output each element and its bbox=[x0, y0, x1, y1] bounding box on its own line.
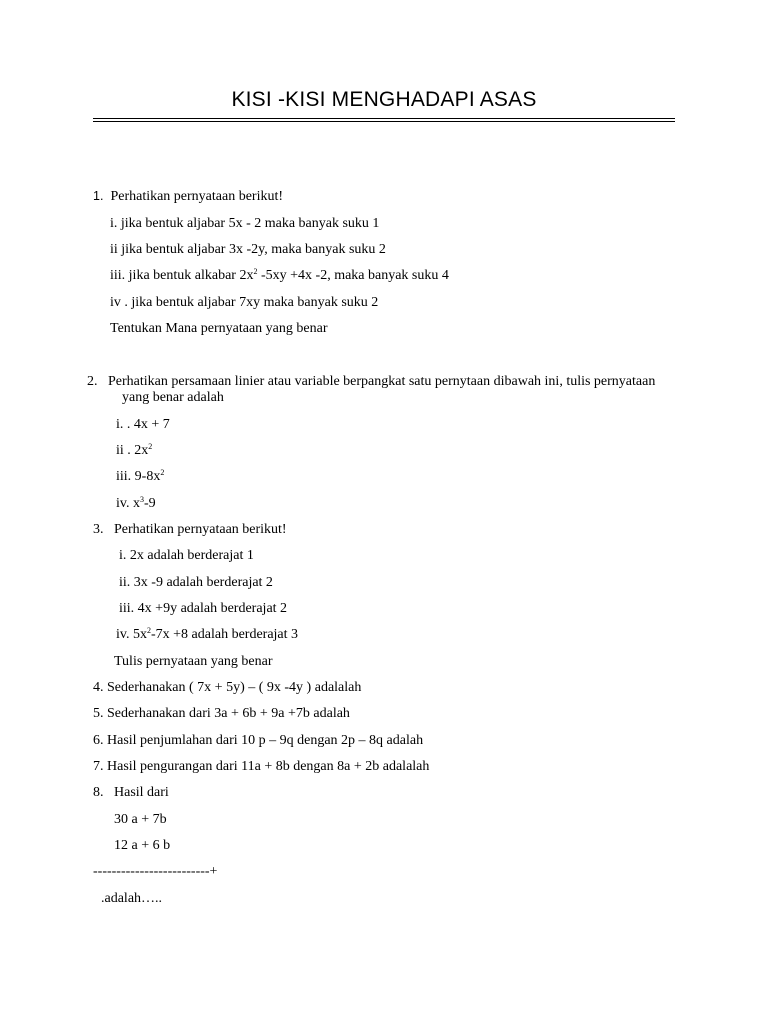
q3-number: 3. bbox=[93, 522, 104, 537]
q2-item-i: i. . 4x + 7 bbox=[116, 417, 170, 432]
q3-item-iv-text-b: -7x +8 adalah berderajat 3 bbox=[150, 627, 299, 642]
q8-row1: 30 a + 7b bbox=[114, 812, 167, 827]
document-title: KISI -KISI MENGHADAPI ASAS bbox=[231, 88, 537, 111]
q1-item-iii-text-a: iii. jika bentuk alkabar 2x bbox=[110, 268, 254, 283]
q1-item-ii: ii jika bentuk aljabar 3x -2y, maka banyak suku 2 bbox=[110, 242, 386, 257]
q8-ending: .adalah….. bbox=[101, 891, 163, 906]
q3-item-iv bbox=[116, 626, 298, 643]
q3-prompt-text: Perhatikan pernyataan berikut! bbox=[114, 522, 287, 537]
q8-number: 8. bbox=[93, 785, 104, 800]
q3-item-iv-sup: 2 bbox=[146, 626, 151, 635]
title-underline-bottom bbox=[93, 121, 675, 122]
q4-line: 4. Sederhanakan ( 7x + 5y) – ( 9x -4y ) adalalah bbox=[93, 680, 362, 695]
q7-line: 7. Hasil pengurangan dari 11a + 8b dengan 8a + 2b adalalah bbox=[93, 759, 430, 774]
q8-prompt bbox=[93, 784, 169, 801]
q6-line: 6. Hasil penjumlahan dari 10 p – 9q dengan 2p – 8q adalah bbox=[93, 733, 424, 748]
q8-row2: 12 a + 6 b bbox=[114, 838, 171, 853]
q2-item-ii-text: ii . 2x bbox=[116, 443, 149, 458]
q2-number: 2. bbox=[87, 374, 98, 389]
q2-item-iii bbox=[116, 468, 164, 485]
q3-prompt bbox=[93, 521, 287, 538]
q5-line: 5. Sederhanakan dari 3a + 6b + 9a +7b adalah bbox=[93, 706, 350, 721]
q3-instruction: Tulis pernyataan yang benar bbox=[114, 654, 273, 669]
q8-prompt-text: Hasil dari bbox=[114, 785, 169, 800]
q2-item-iv-text-b: -9 bbox=[143, 496, 156, 511]
q3-item-ii: ii. 3x -9 adalah berderajat 2 bbox=[119, 575, 273, 590]
q2-prompt-line2: yang benar adalah bbox=[122, 390, 224, 405]
q2-item-ii-sup: 2 bbox=[148, 442, 153, 451]
q1-instruction: Tentukan Mana pernyataan yang benar bbox=[110, 321, 328, 336]
q1-prompt bbox=[93, 188, 283, 205]
title-underline-top bbox=[93, 118, 675, 119]
q8-separator: -------------------------+ bbox=[93, 864, 218, 879]
q2-item-iii-sup: 2 bbox=[160, 468, 165, 477]
q1-item-i: i. jika bentuk aljabar 5x - 2 maka banyak suku 1 bbox=[110, 216, 380, 231]
q2-item-iv-text-a: iv. x bbox=[116, 496, 140, 511]
q1-item-iii bbox=[110, 267, 449, 284]
q2-prompt-line1 bbox=[87, 373, 655, 390]
q1-item-iii-sup: 2 bbox=[253, 267, 258, 276]
q2-item-iv bbox=[116, 495, 156, 512]
q1-prompt-text: Perhatikan pernyataan berikut! bbox=[110, 189, 284, 204]
q3-item-iv-text-a: iv. 5x bbox=[116, 627, 147, 642]
q1-item-iv: iv . jika bentuk aljabar 7xy maka banyak suku 2 bbox=[110, 295, 379, 310]
q2-item-iii-text: iii. 9-8x bbox=[116, 469, 161, 484]
q1-number: 1. bbox=[93, 189, 104, 203]
q2-item-ii bbox=[116, 442, 152, 459]
q1-item-iii-text-b: -5xy +4x -2, maka banyak suku 4 bbox=[257, 268, 449, 283]
q3-item-i: i. 2x adalah berderajat 1 bbox=[119, 548, 254, 563]
q2-item-iv-sup: 3 bbox=[139, 495, 144, 504]
q2-prompt-text: Perhatikan persamaan linier atau variable berpangkat satu pernytaan dibawah ini, tulis pernyataan bbox=[108, 374, 656, 389]
q3-item-iii: iii. 4x +9y adalah berderajat 2 bbox=[119, 601, 288, 616]
